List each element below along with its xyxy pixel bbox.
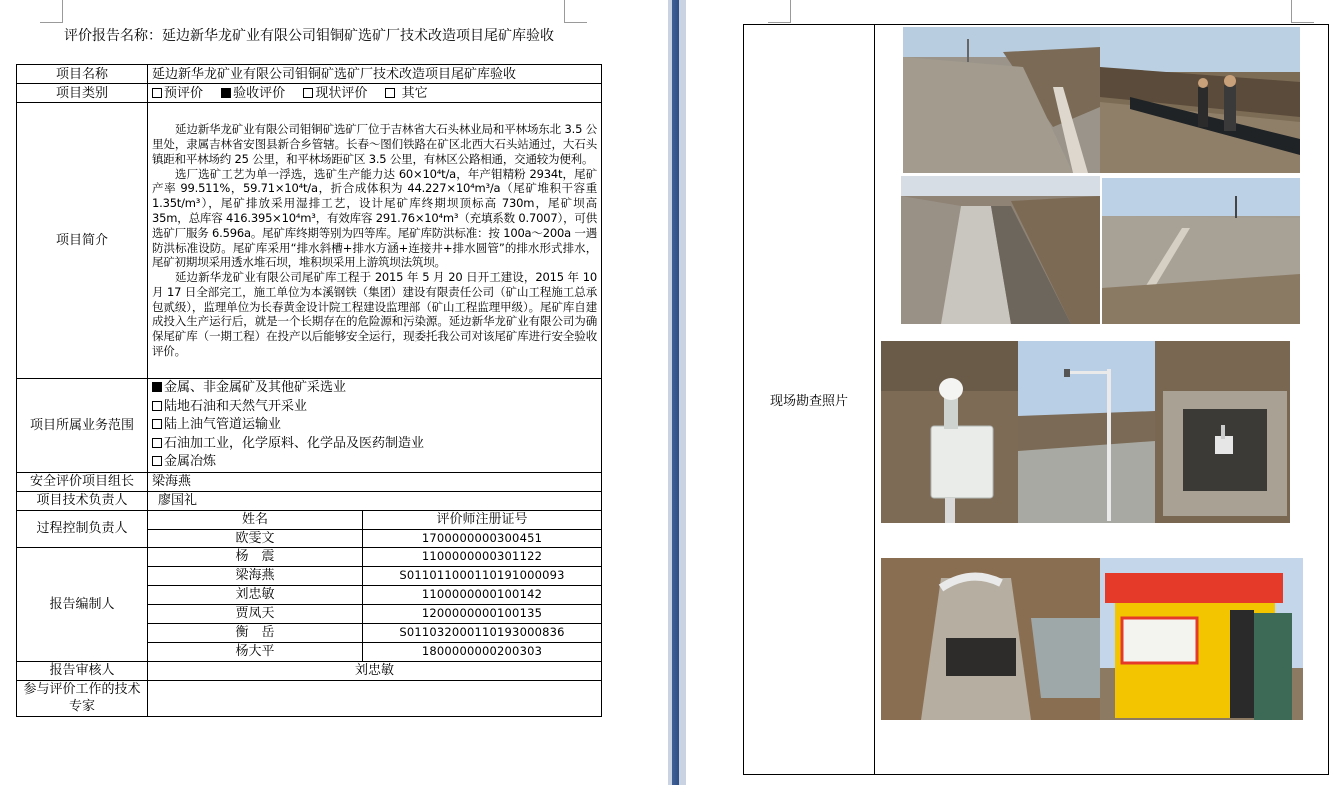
project-name-value: 延边新华龙矿业有限公司钼铜矿选矿厂技术改造项目尾矿库验收: [148, 65, 602, 84]
person-cert: 1100000000301122: [363, 547, 602, 566]
project-category-label: 项目类别: [17, 84, 148, 103]
table-row: [17, 84, 602, 103]
experts-value[interactable]: [148, 680, 602, 716]
photo-image: [1102, 178, 1300, 324]
column-header-name: 姓名: [148, 510, 363, 529]
business-scope-label: 项目所属业务范围: [17, 379, 148, 473]
tech-lead-value: 廖国礼: [148, 491, 602, 510]
photo-image: [1100, 27, 1300, 173]
project-name-label: 项目名称: [17, 65, 148, 84]
person-name: 梁海燕: [148, 566, 363, 585]
photo-image: [881, 558, 1100, 720]
person-cert: 1800000000200303: [363, 642, 602, 661]
page-gutter-divider: [668, 0, 686, 785]
scope-option-oil-gas[interactable]: 陆地石油和天然气开采业: [152, 398, 597, 417]
photo-image: [1155, 341, 1290, 523]
site-photos-label: 现场勘查照片: [744, 25, 875, 775]
process-control-label: 过程控制负责人: [17, 510, 148, 547]
project-category-options: [148, 84, 602, 103]
checkbox-icon: [385, 88, 395, 98]
table-row: [17, 547, 602, 566]
photo-dam-slope-overview[interactable]: [1102, 178, 1300, 324]
table-row: [17, 65, 602, 84]
photo-dam-slope-drain[interactable]: [903, 27, 1100, 173]
photo-image: [903, 27, 1100, 173]
tech-lead-label: 项目技术负责人: [17, 491, 148, 510]
scope-option-pipeline[interactable]: 陆上油气管道运输业: [152, 416, 597, 435]
table-row: [17, 103, 602, 379]
margin-corner-mark: [1291, 0, 1314, 23]
report-title-value: 延边新华龙矿业有限公司钼铜矿选矿厂技术改造项目尾矿库验收: [162, 28, 554, 44]
photo-image: [901, 176, 1100, 324]
right-page: [686, 0, 1336, 785]
table-row: [17, 379, 602, 473]
intro-paragraph: 选厂选矿工艺为单一浮选，选矿生产能力达 60×10⁴t/a，年产钼精粉 2934t，尾矿产率 99.511%，59.71×10⁴t/a，折合成体积为 44.227×10⁴m³/a（尾矿堆积干容重 1.35t/m³），尾矿排放采用湿排工艺，设计尾矿库终期坝顶标高 730m，尾矿坝高 35m，总库容 416.395×10⁴m³，有效库容 291.76×10⁴m³（充填系数 0.7007），可供选矿厂服务 6.596a。尾矿库终期等别为四等库。尾矿库防洪标准：按 100a～200a 一遇防洪标准设防。尾矿库采用“排水斜槽+排水方涵+连接井+排水圆管”的排水形式排水，尾矿初期坝采用透水堆石坝，堆积坝采用上游筑坝法筑坝。: [152, 166, 598, 270]
experts-label: 参与评价工作的技术专家: [17, 680, 148, 716]
category-option-other[interactable]: 其它: [385, 86, 427, 101]
photo-image: [1100, 558, 1303, 720]
photo-guard-booth[interactable]: [1100, 558, 1303, 720]
team-leader-value: 梁海燕: [148, 472, 602, 491]
table-row: [17, 510, 602, 529]
project-intro-label: 项目简介: [17, 103, 148, 379]
scope-option-petrochem[interactable]: 石油加工业，化学原料、化学品及医药制造业: [152, 435, 597, 454]
checkbox-icon: [152, 438, 162, 448]
table-row: [17, 661, 602, 680]
checkbox-checked-icon: [221, 88, 231, 98]
report-info-table: [16, 64, 602, 717]
category-option-pre[interactable]: 预评价: [152, 86, 203, 101]
margin-corner-mark: [768, 0, 791, 23]
scope-option-smelting[interactable]: 金属冶炼: [152, 453, 597, 472]
checkbox-icon: [303, 88, 313, 98]
table-row: [17, 491, 602, 510]
table-row: [17, 680, 602, 716]
column-header-cert: 评价师注册证号: [363, 510, 602, 529]
checkbox-icon: [152, 401, 162, 411]
table-row: [17, 472, 602, 491]
reviewer-label: 报告审核人: [17, 661, 148, 680]
category-option-acceptance[interactable]: 验收评价: [221, 86, 285, 101]
person-name: 欧雯文: [148, 529, 363, 547]
report-title: [64, 27, 584, 46]
compilers-label: 报告编制人: [17, 547, 148, 661]
checkbox-icon: [152, 88, 162, 98]
photo-monitoring-pole[interactable]: [1018, 341, 1155, 523]
margin-corner-mark: [40, 0, 63, 23]
checkbox-icon: [152, 419, 162, 429]
person-cert: S011032000110193000836: [363, 623, 602, 642]
intro-paragraph: 延边新华龙矿业有限公司尾矿库工程于 2015 年 5 月 20 日开工建设，2015 年 10 月 17 日全部完工，施工单位为本溪钢铁（集团）建设有限责任公司（矿山工程施工总承包贰级），监理单位为长春黄金设计院工程建设监理部（矿山工程监理甲级）。尾矿库自建成投入生产运行后，就是一个长期存在的危险源和污染源。延边新华龙矿业有限公司为确保尾矿库（一期工程）在投产以后能够安全运行，现委托我公司对该尾矿库进行安全验收评价。: [152, 270, 598, 359]
person-name: 刘忠敏: [148, 585, 363, 604]
project-intro-text: [148, 103, 602, 379]
report-title-label: 评价报告名称：: [64, 28, 162, 44]
photo-concrete-well[interactable]: [1155, 341, 1290, 523]
photo-drain-outlet[interactable]: [881, 558, 1100, 720]
person-cert: 1200000000100135: [363, 604, 602, 623]
checkbox-icon: [152, 456, 162, 466]
person-name: 贾凤天: [148, 604, 363, 623]
checkbox-checked-icon: [152, 382, 162, 392]
person-cert: 1700000000300451: [363, 529, 602, 547]
person-cert: S011011000110191000093: [363, 566, 602, 585]
margin-corner-mark: [564, 0, 587, 23]
photo-drain-channel[interactable]: [901, 176, 1100, 324]
team-leader-label: 安全评价项目组长: [17, 472, 148, 491]
intro-paragraph: 延边新华龙矿业有限公司钼铜矿选矿厂位于吉林省大石头林业局和平林场东北 3.5 公里处，隶属吉林省安图县新合乡管辖。长春～图们铁路在矿区北西大石头站通过，大石头镇距和平林场约 25 公里，和平林场距矿区 3.5 公里，有林区公路相通，交通较为便利。: [152, 122, 598, 166]
photo-image: [881, 341, 1018, 523]
category-option-status[interactable]: 现状评价: [303, 86, 367, 101]
person-name: 衡 岳: [148, 623, 363, 642]
person-name: 杨大平: [148, 642, 363, 661]
person-name: 杨 震: [148, 547, 363, 566]
person-cert: 1100000000100142: [363, 585, 602, 604]
photo-pipeline-workers[interactable]: [1100, 27, 1300, 173]
photo-image: [1018, 341, 1155, 523]
photo-monitoring-station[interactable]: [881, 341, 1018, 523]
business-scope-options: [148, 379, 602, 473]
scope-option-mining[interactable]: 金属、非金属矿及其他矿采选业: [152, 379, 597, 398]
reviewer-value: 刘忠敏: [148, 661, 602, 680]
